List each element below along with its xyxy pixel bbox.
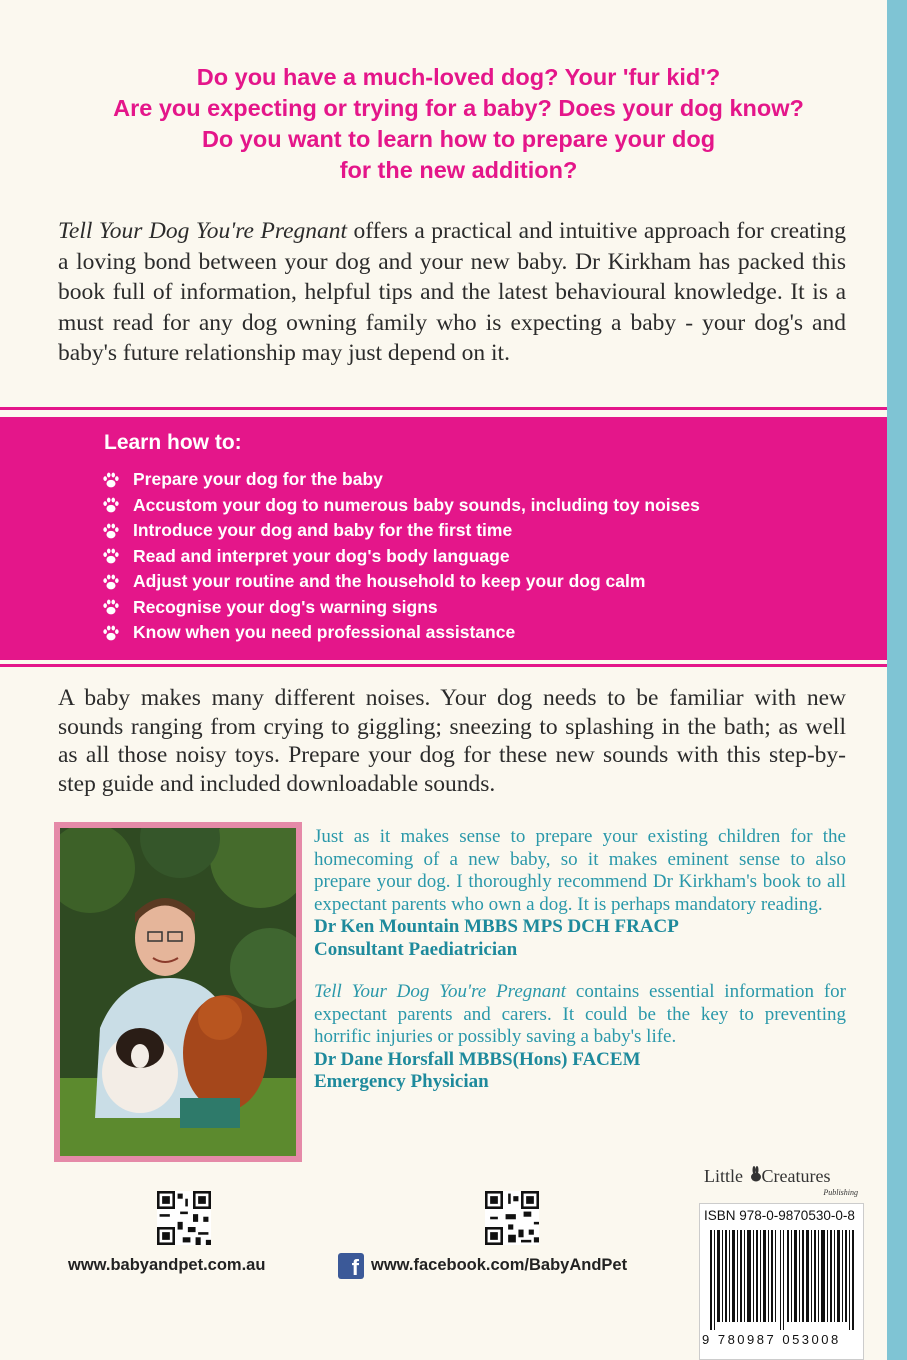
publisher-logo [704, 1166, 864, 1202]
learn-item: Adjust your routine and the household to keep your dog calm [102, 569, 700, 595]
facebook-icon: f [338, 1253, 364, 1279]
isbn-barcode [699, 1203, 864, 1360]
testimonial-1-name: Dr Ken Mountain MBBS MPS DCH FRACP [314, 916, 679, 937]
learn-band [0, 417, 887, 660]
facebook-link[interactable]: www.facebook.com/BabyAndPet [371, 1256, 628, 1274]
learn-item: Prepare your dog for the baby [102, 467, 700, 493]
paw-icon [102, 598, 120, 616]
author-photo [54, 822, 302, 1162]
testimonial-1-role: Consultant Paediatrician [314, 938, 518, 960]
book-title: Tell Your Dog You're Pregnant [58, 218, 348, 244]
publisher-name-1: Little [704, 1166, 743, 1186]
headline-line-4: for the new addition? [339, 157, 578, 183]
intro-text: offers a practical and intuitive approach for creating a loving bond between your dog and your new baby. Dr Kirkham has packed this book full of information, helpful tips and the latest behavioural knowledge. It is a must read for any dog owning family who is expecting a baby - your dog's and baby's future relationship may just depend on it. [58, 218, 846, 366]
testimonials [314, 826, 846, 1094]
barcode-icon [710, 1230, 855, 1330]
learn-item: Introduce your dog and baby for the first time [102, 518, 700, 544]
band-top-rule [0, 407, 887, 410]
qr-code-icon [485, 1191, 539, 1245]
learn-item: Recognise your dog's warning signs [102, 595, 700, 621]
testimonial-2-book-title: Tell Your Dog You're Pregnant [314, 981, 567, 1002]
learn-item: Read and interpret your dog's body language [102, 544, 700, 570]
testimonial-1-text: Just as it makes sense to prepare your existing children for the homecoming of a new baby, so it makes eminent sense to also prepare your dog. I thoroughly recommend Dr Kirkham's book to all expectant parents who own a dog. It is perhaps mandatory reading. [314, 826, 846, 915]
testimonial-2-name: Dr Dane Horsfall MBBS(Hons) FACEM [314, 1048, 641, 1070]
testimonial-2-role: Emergency Physician [314, 1071, 489, 1092]
author-with-dogs-image [60, 828, 296, 1156]
qr-code-icon [157, 1191, 211, 1245]
headline-line-3: Do you want to learn how to prepare your dog [201, 126, 716, 152]
paw-icon [102, 471, 120, 489]
website-link[interactable]: www.babyandpet.com.au [68, 1256, 266, 1274]
learn-item: Know when you need professional assistance [102, 620, 700, 646]
learn-item: Accustom your dog to numerous baby sounds, including toy noises [102, 493, 700, 519]
intro-paragraph [58, 216, 846, 369]
isbn-label: ISBN 978-0-9870530-0-8 [704, 1208, 855, 1223]
learn-list [102, 467, 700, 646]
headline [40, 62, 877, 186]
publisher-name-2: Creatures [761, 1166, 831, 1186]
testimonial-2-text: Tell Your Dog You're Pregnant contains essential information for expectant parents and carers. It could be the key to preventing horrific injuries or possibly saving a baby's life. [314, 981, 846, 1047]
paw-icon [102, 547, 120, 565]
spine-edge [887, 0, 907, 1360]
headline-line-2: Are you expecting or trying for a baby? Does your dog know? [113, 95, 804, 121]
barcode-number: 9 780987 053008 [702, 1332, 841, 1347]
paw-icon [102, 624, 120, 642]
headline-line-1: Do you have a much-loved dog? Your 'fur kid'? [196, 64, 721, 90]
rabbit-icon [748, 1166, 762, 1182]
learn-heading: Learn how to: [104, 431, 242, 454]
band-bottom-rule [0, 664, 887, 667]
publisher-sub: Publishing [823, 1188, 858, 1197]
paw-icon [102, 496, 120, 514]
sounds-paragraph: A baby makes many different noises. Your dog needs to be familiar with new sounds ranging from crying to giggling; sneezing to splashing in the bath; as well as all those noisy toys. Prepare your dog for these new sounds with this step-by-step guide and included downloadable sounds. [58, 685, 846, 797]
paw-icon [102, 573, 120, 591]
paw-icon [102, 522, 120, 540]
